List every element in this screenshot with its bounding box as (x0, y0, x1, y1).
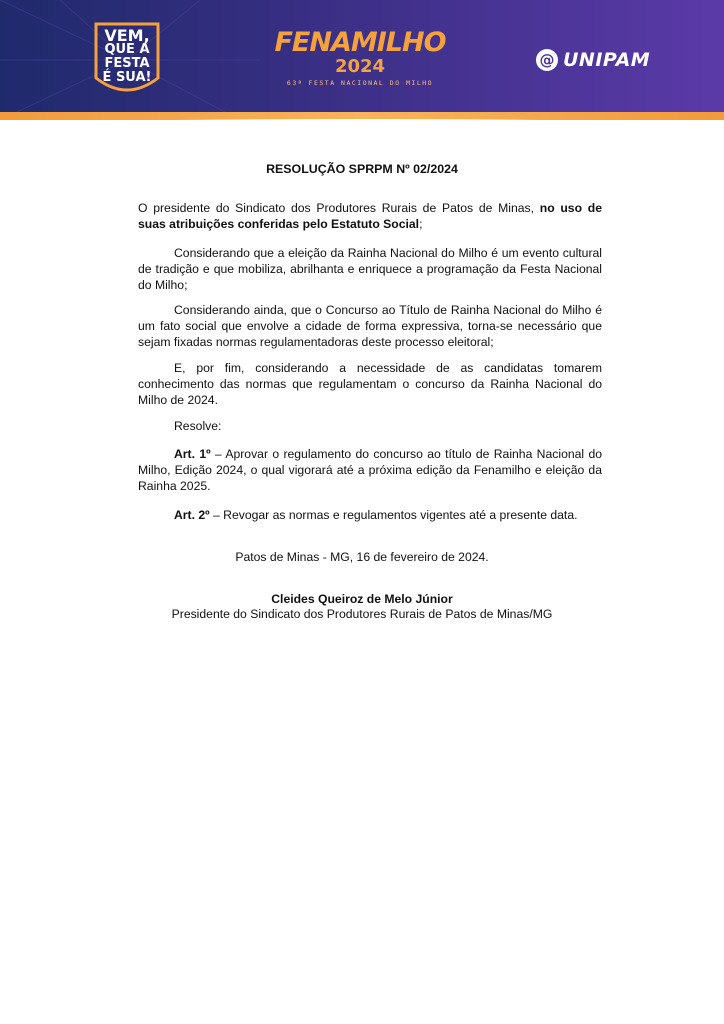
header-wave (0, 117, 724, 133)
slogan-badge (92, 20, 162, 100)
document-title: RESOLUÇÃO SPRPM Nº 02/2024 (266, 162, 458, 176)
fenamilho-logo (270, 28, 450, 88)
article-1 (138, 446, 602, 494)
place-date: Patos de Minas - MG, 16 de fevereiro de 2024. (235, 550, 489, 564)
intro-bold: no uso de suas atribuições conferidas pelo Estatuto Social (138, 201, 602, 231)
paragraph-2: Considerando ainda, que o Concurso ao Título de Rainha Nacional do Milho é um fato social que envolve a cidade de forma expressiva, torna-se necessário que sejam fixadas normas regulamentadoras deste processo eleitoral; (138, 303, 602, 349)
badge-line-3: FESTA (104, 56, 150, 71)
article-1-text: – Aprovar o regulamento do concurso ao título de Rainha Nacional do Milho, Edição 2024, o qual vigorará até a próxima edição da Fenamilho e eleição da Rainha 2025. (138, 447, 602, 493)
intro-plain: O presidente do Sindicato dos Produtores Rurais de Patos de Minas, (138, 201, 540, 215)
signer-role: Presidente do Sindicato dos Produtores Rurais de Patos de Minas/MG (171, 607, 553, 621)
event-title: FENAMILHO (274, 27, 446, 58)
unipam-icon: @ (536, 49, 558, 71)
signer-name: Cleides Queiroz de Melo Júnior (271, 592, 453, 606)
article-2-text: – Revogar as normas e regulamentos vigentes até a presente data. (209, 508, 578, 522)
event-subtitle: 63ª FESTA NACIONAL DO MILHO (286, 79, 434, 87)
unipam-text: UNIPAM (563, 49, 651, 71)
header-banner (0, 0, 724, 120)
intro-paragraph (138, 200, 602, 232)
article-1-label: Art. 1º (174, 447, 211, 461)
paragraph-1: Considerando que a eleição da Rainha Nacional do Milho é um evento cultural de tradição e que mobiliza, abrilhanta e enriquece a programação da Festa Nacional do Milho; (138, 246, 602, 292)
unipam-logo (536, 46, 650, 74)
badge-line-2: QUE A (104, 42, 150, 57)
event-year: 2024 (334, 56, 386, 77)
intro-end: ; (419, 217, 423, 231)
badge-line-1: VEM, (104, 26, 150, 45)
article-2-label: Art. 2º (174, 508, 210, 522)
resolve-label: Resolve: (174, 419, 222, 433)
article-2 (138, 507, 602, 523)
paragraph-3: E, por fim, considerando a necessidade de as candidatas tomarem conhecimento das normas que regulamentam o concurso da Rainha Nacional do Milho de 2024. (138, 361, 602, 407)
badge-line-4: É SUA! (102, 70, 152, 85)
